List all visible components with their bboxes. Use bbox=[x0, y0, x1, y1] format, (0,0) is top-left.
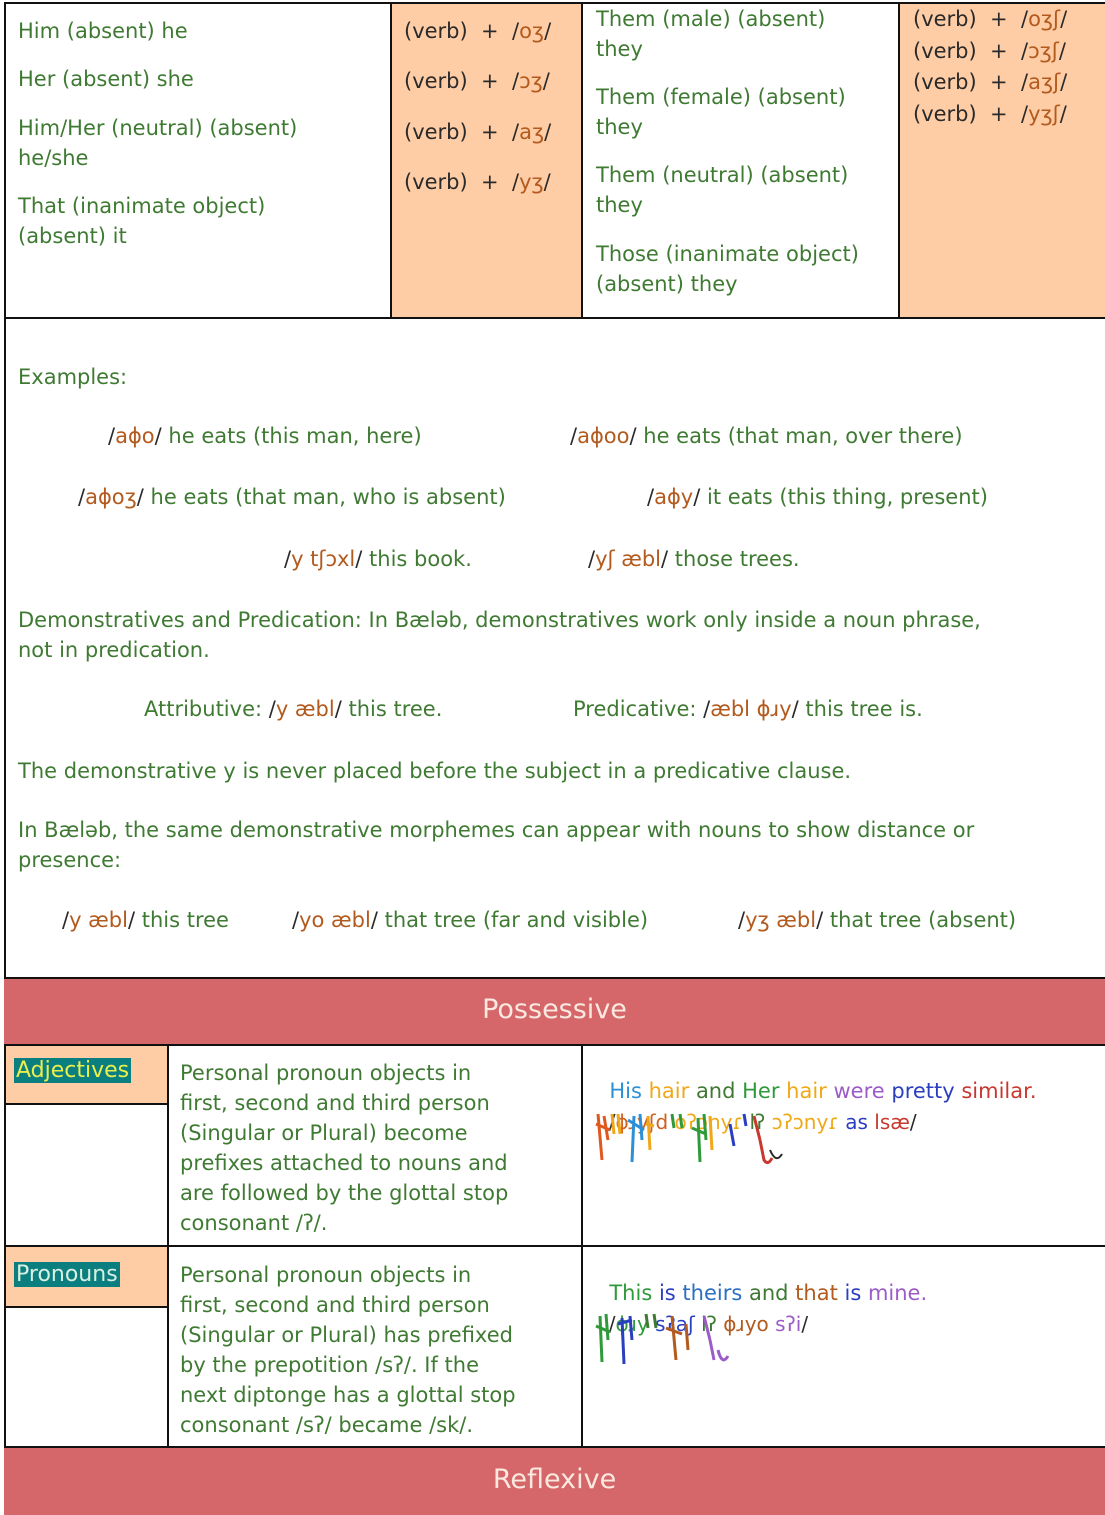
adjectives-ipa-word-7: / bbox=[909, 1110, 917, 1134]
examples-border-left bbox=[4, 318, 6, 980]
adjectives-label-border bbox=[6, 1103, 167, 1105]
predicative-example: Predicative: /æbl ɸɹy/ this tree is. bbox=[573, 697, 923, 721]
verb-suffix-yʒʃ: (verb) + /yʒʃ/ bbox=[913, 102, 1067, 126]
pronouns-example-word-1: is bbox=[652, 1281, 676, 1305]
pronouns-example-word-0: This bbox=[609, 1281, 653, 1305]
verb-suffix-oʒʃ: (verb) + /oʒʃ/ bbox=[913, 7, 1068, 31]
adjectives-ipa-word-2: oʔɔnyɾ bbox=[668, 1110, 744, 1134]
table-divider-2 bbox=[581, 2, 583, 318]
adjectives-description: Personal pronoun objects in first, second and third person (Singular or Plural) become prefixes attached to nouns and are followed by the glottal stop consonant /ʔ/. bbox=[180, 1061, 509, 1235]
adjectives-example-word-5: were bbox=[826, 1079, 885, 1103]
example-aɸy: /aɸy/ it eats (this thing, present) bbox=[647, 485, 988, 509]
adjectives-example-word-7: similar. bbox=[954, 1079, 1037, 1103]
adjectives-example-word-3: Her bbox=[735, 1079, 780, 1103]
verb-suffix-oʒ: (verb) + /oʒ/ bbox=[404, 19, 552, 43]
plural-absent-female: Them (female) (absent) they bbox=[596, 85, 846, 139]
adjectives-script-glyphs bbox=[594, 1110, 794, 1174]
pronouns-ipa-word-2: sʔaʃ bbox=[648, 1312, 695, 1336]
pronouns-example-word-4: that bbox=[788, 1281, 838, 1305]
pronouns-example-word-2: theirs bbox=[675, 1281, 743, 1305]
possessive-row-divider bbox=[4, 1245, 1105, 1247]
example-this-book: /y tʃɔxl/ this book. bbox=[284, 547, 472, 571]
adjectives-ipa-word-3: lʔ bbox=[743, 1110, 766, 1134]
possessive-divider-2 bbox=[581, 1044, 583, 1448]
adjectives-ipa-word-6: lsæ bbox=[867, 1110, 910, 1134]
pronouns-description: Personal pronoun objects in first, second and third person (Singular or Plural) has prefixed by the prepotition /sʔ/. If the next diptonge has a glottal stop consonant /sʔ/ became /sk/. bbox=[180, 1263, 516, 1437]
adjectives-example-word-0: His bbox=[609, 1079, 642, 1103]
table-border-left bbox=[4, 2, 6, 318]
reflexive-title: Reflexive bbox=[492, 1464, 617, 1495]
verb-suffix-aʒʃ: (verb) + /aʒʃ/ bbox=[913, 70, 1068, 94]
distance-that-tree-far: /yo æbl/ that tree (far and visible) bbox=[292, 908, 649, 932]
pronouns-ipa-word-4: ɸɹyo bbox=[716, 1312, 769, 1336]
verb-suffix-ɔʒʃ: (verb) + /ɔʒʃ/ bbox=[913, 39, 1066, 63]
adjectives-ipa-word-1: ɸɹyʃd bbox=[615, 1110, 669, 1134]
singular-absent-inanimate: That (inanimate object) (absent) it bbox=[18, 194, 266, 248]
example-aɸoo: /aɸoo/ he eats (that man, over there) bbox=[570, 424, 963, 448]
pronouns-ipa-word-0: / bbox=[608, 1312, 616, 1336]
table-border-bottom bbox=[4, 317, 1105, 319]
plural-absent-neutral: Them (neutral) (absent) they bbox=[596, 163, 849, 217]
singular-absent-he: Him (absent) he bbox=[18, 19, 188, 43]
predication-paragraph: Demonstratives and Predication: In Bæləb, demonstratives work only inside a noun phrase, not in predication. bbox=[18, 608, 981, 662]
pronouns-ipa-word-3: lʔ bbox=[694, 1312, 717, 1336]
pronouns-label: Pronouns bbox=[16, 1262, 118, 1287]
adjectives-example-word-4: hair bbox=[779, 1079, 827, 1103]
verb-suffix-ɔʒ: (verb) + /ɔʒ/ bbox=[404, 69, 550, 93]
verb-suffix-aʒ: (verb) + /aʒ/ bbox=[404, 120, 552, 144]
same-morphemes-paragraph: In Bæləb, the same demonstrative morphemes can appear with nouns to show distance or presence: bbox=[18, 818, 975, 872]
verb-suffix-cell-singular bbox=[391, 2, 582, 318]
attributive-example: Attributive: /y æbl/ this tree. bbox=[144, 697, 443, 721]
pronouns-example-word-5: is bbox=[837, 1281, 862, 1305]
example-aɸoʒ: /aɸoʒ/ he eats (that man, who is absent) bbox=[78, 485, 506, 509]
pronouns-label-border bbox=[6, 1306, 167, 1308]
plural-absent-inanimate: Those (inanimate object) (absent) they bbox=[596, 242, 859, 296]
table-divider-1 bbox=[390, 2, 392, 318]
pronouns-ipa-word-5: sʔi bbox=[768, 1312, 802, 1336]
pronouns-ipa-word-6: / bbox=[801, 1312, 809, 1336]
adjectives-example-word-2: and bbox=[689, 1079, 736, 1103]
verb-suffix-yʒ: (verb) + /yʒ/ bbox=[404, 170, 551, 194]
example-aɸo: /aɸo/ he eats (this man, here) bbox=[108, 424, 422, 448]
plural-absent-male: Them (male) (absent) they bbox=[596, 7, 826, 61]
possessive-divider-1 bbox=[167, 1044, 169, 1448]
adjectives-ipa-word-5: as bbox=[838, 1110, 868, 1134]
pronouns-example-word-6: mine. bbox=[861, 1281, 928, 1305]
pronouns-example-word-3: and bbox=[742, 1281, 789, 1305]
table-divider-3 bbox=[898, 2, 900, 318]
adjectives-label: Adjectives bbox=[16, 1058, 130, 1083]
pronouns-script-glyphs bbox=[594, 1310, 754, 1374]
adjectives-ipa-word-0: / bbox=[608, 1110, 616, 1134]
possessive-title: Possessive bbox=[482, 994, 627, 1025]
examples-heading: Examples: bbox=[18, 365, 128, 389]
singular-absent-neutral: Him/Her (neutral) (absent) he/she bbox=[18, 116, 298, 170]
never-placed-paragraph: The demonstrative y is never placed before the subject in a predicative clause. bbox=[18, 759, 852, 783]
distance-that-tree-absent: /yʒ æbl/ that tree (absent) bbox=[738, 908, 1017, 932]
example-those-trees: /yʃ æbl/ those trees. bbox=[588, 547, 800, 571]
singular-absent-she: Her (absent) she bbox=[18, 67, 194, 91]
adjectives-example-word-6: pretty bbox=[884, 1079, 955, 1103]
adjectives-example-word-1: hair bbox=[641, 1079, 690, 1103]
pronouns-ipa-word-1: ɸɹy bbox=[615, 1312, 649, 1336]
distance-this-tree: /y æbl/ this tree bbox=[62, 908, 229, 932]
possessive-border-top bbox=[4, 977, 1105, 979]
adjectives-ipa-word-4: ɔʔɔnyɾ bbox=[765, 1110, 839, 1134]
